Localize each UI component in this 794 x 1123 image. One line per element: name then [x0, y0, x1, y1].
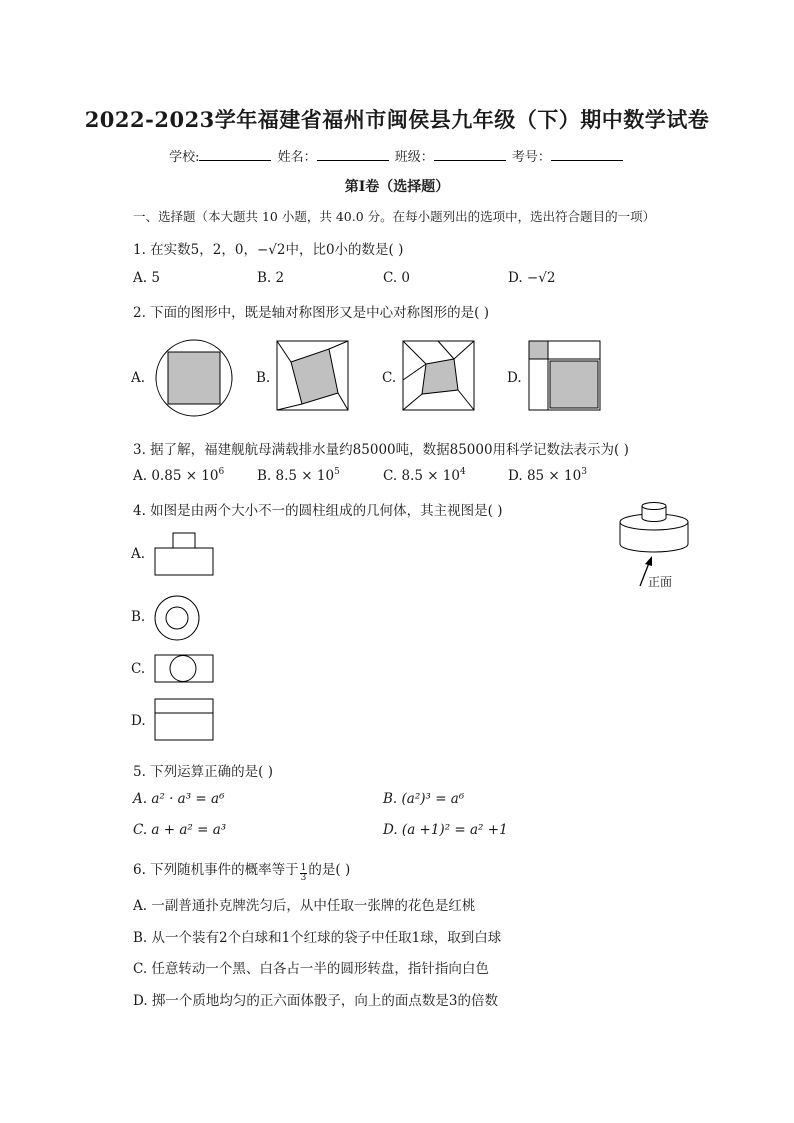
q2-label-b[interactable]: B.	[256, 370, 271, 386]
q2-label-a[interactable]: A.	[131, 370, 146, 386]
q3-option-d[interactable]	[508, 467, 587, 484]
question-4-stem: 4. 如图是由两个大小不一的圆柱组成的几何体，其主视图是( )	[133, 503, 503, 519]
q3-option-c-base: 8.5 × 10	[401, 468, 460, 484]
q4-option-a-figure	[153, 531, 215, 577]
q6-fraction	[300, 864, 308, 883]
q1-option-b[interactable]: B. 2	[257, 270, 285, 286]
q4-option-d-figure	[153, 697, 215, 743]
q1-stem-root: −√2	[256, 242, 286, 258]
q4-label-a[interactable]: A.	[131, 546, 146, 562]
question-6-stem	[133, 858, 350, 883]
school-label: 学校:	[169, 150, 200, 165]
q3-option-a[interactable]	[133, 467, 224, 484]
q2-figure-a-circle-square	[154, 338, 234, 418]
exam-number-label: 考号：	[511, 150, 551, 165]
student-info-line	[0, 146, 794, 165]
q6-stem-pre: 6. 下列随机事件的概率等于	[133, 862, 299, 878]
class-label: 班级：	[394, 150, 434, 165]
section-intro: 一、选择题（本大题共 10 小题，共 40.0 分。在每小题列出的选项中，选出符合题目的一项）	[133, 209, 656, 224]
q2-figure-c-pinwheel-square	[402, 340, 476, 412]
q5-option-b[interactable]: B. (a²)³ = a⁶	[383, 791, 465, 807]
q5-option-c[interactable]: C. a + a² = a³	[133, 822, 227, 838]
q6-option-c[interactable]: C. 任意转动一个黑、白各占一半的圆形转盘，指针指向白色	[133, 961, 489, 977]
q2-figure-d-split-squares	[528, 340, 602, 412]
q2-label-c[interactable]: C.	[382, 370, 397, 386]
q6-option-a[interactable]: A. 一副普通扑克牌洗匀后，从中任取一张牌的花色是红桃	[133, 898, 476, 914]
q6-option-d[interactable]: D. 掷一个质地均匀的正六面体骰子，向上的面点数是3的倍数	[133, 993, 499, 1009]
q3-option-b-base: 8.5 × 10	[275, 468, 335, 484]
question-3-stem: 3. 据了解，福建舰航母满载排水量约85000吨，数据85000用科学记数法表示为( )	[133, 442, 629, 458]
q1-stem-post: 中，比0小的数是( )	[285, 242, 404, 258]
q3-option-c-letter: C.	[383, 468, 398, 484]
q6-option-b[interactable]: B. 从一个装有2个白球和1个红球的袋子中任取1球，取到白球	[133, 930, 502, 946]
q4-front-label: 正面	[648, 575, 673, 589]
q3-option-b-letter: B.	[257, 468, 272, 484]
q3-option-a-base: 0.85 × 10	[151, 468, 219, 484]
q3-option-d-letter: D.	[508, 468, 523, 484]
q1-option-a[interactable]: A. 5	[133, 270, 160, 286]
class-blank[interactable]	[434, 148, 506, 161]
q5-option-d[interactable]: D. (a +1)² = a² +1	[383, 822, 508, 838]
q3-option-a-letter: A.	[133, 468, 148, 484]
q4-option-b-figure	[153, 594, 201, 642]
q4-label-d[interactable]: D.	[131, 713, 146, 729]
q3-option-d-exp: 3	[581, 467, 587, 477]
question-2-stem: 2. 下面的图形中，既是轴对称图形又是中心对称图形的是( )	[133, 305, 489, 321]
exam-number-blank[interactable]	[551, 148, 623, 161]
q2-label-d[interactable]: D.	[507, 370, 522, 386]
page-title: 2022-2023学年福建省福州市闽侯县九年级（下）期中数学试卷	[84, 107, 710, 132]
q2-figure-b-rotated-square	[276, 340, 350, 412]
q4-label-c[interactable]: C.	[131, 661, 146, 677]
q6-fraction-num: 1	[300, 863, 307, 873]
q6-fraction-den: 3	[300, 873, 307, 883]
q6-stem-post: 的是( )	[308, 862, 351, 878]
q3-option-b-exp: 5	[334, 467, 340, 477]
q5-option-a[interactable]: A. a² · a³ = a⁶	[133, 791, 225, 807]
q1-option-d[interactable]: D. −√2	[508, 270, 556, 286]
q3-option-c[interactable]	[383, 467, 466, 484]
section-title: 第I卷（选择题）	[344, 179, 450, 195]
q3-option-c-exp: 4	[459, 467, 466, 477]
q1-option-c[interactable]: C. 0	[383, 270, 411, 286]
name-blank[interactable]	[317, 148, 389, 161]
question-1-stem	[133, 238, 403, 258]
q3-option-b[interactable]	[257, 467, 340, 484]
q3-option-d-base: 85 × 10	[526, 468, 582, 484]
q1-stem-pre: 1. 在实数5，2，0，	[133, 242, 257, 258]
question-5-stem: 5. 下列运算正确的是( )	[133, 764, 273, 780]
q3-option-a-exp: 6	[218, 467, 225, 477]
q4-option-c-figure	[153, 653, 215, 685]
name-label: 姓名：	[277, 150, 317, 165]
q4-label-b[interactable]: B.	[131, 609, 146, 625]
school-blank[interactable]	[199, 148, 271, 161]
